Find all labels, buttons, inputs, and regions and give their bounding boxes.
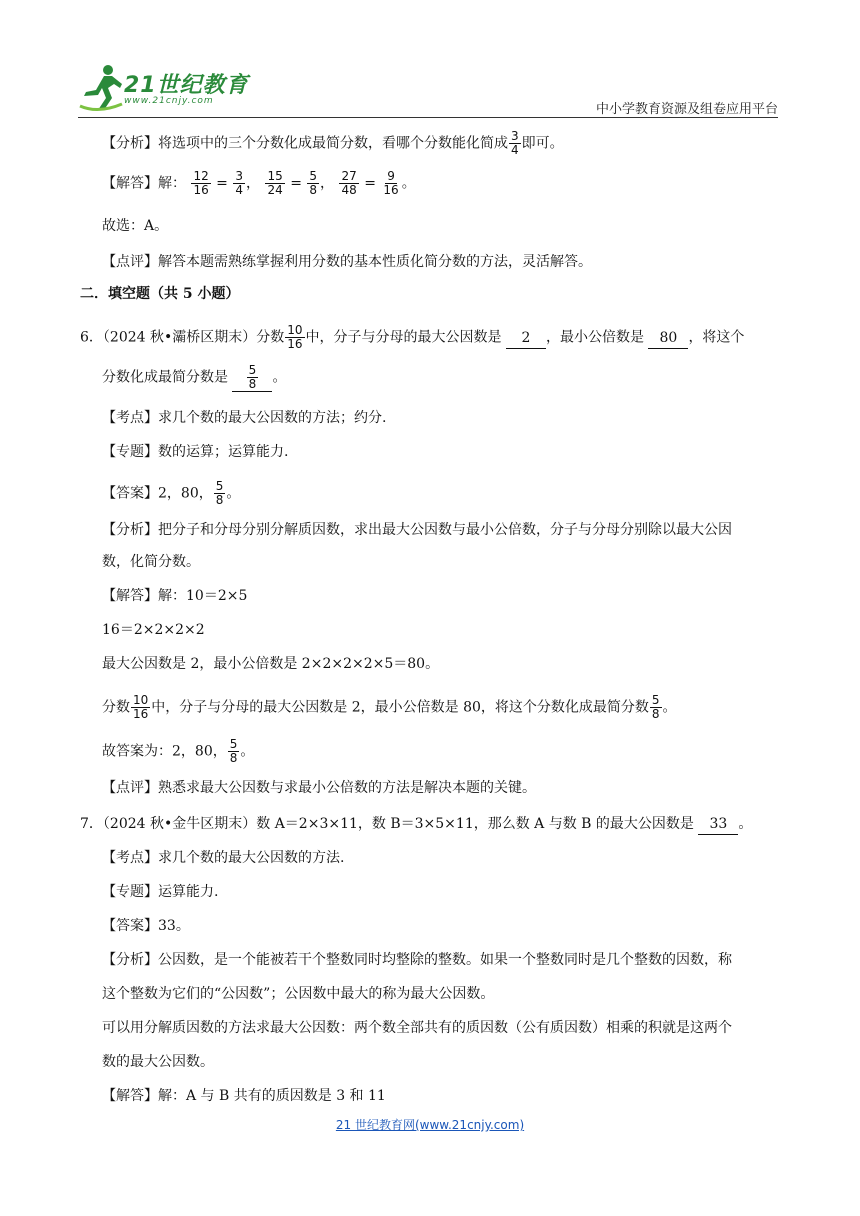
q5-choice: 故选：A。 bbox=[102, 218, 169, 234]
q6-solution-3: 最大公因数是 2，最小公倍数是 2×2×2×2×5＝80。 bbox=[102, 656, 440, 672]
section-heading: 二．填空题（共 5 小题） bbox=[80, 286, 240, 302]
q7-analysis-2: 这个整数为它们的“公因数”；公因数中最大的称为最大公因数。 bbox=[102, 986, 495, 1002]
footer-link[interactable]: 21 世纪教育网(www.21cnjy.com) bbox=[335, 1118, 525, 1132]
q6-answer: 【答案】2，80， $\frac{5}{8}$ 。 bbox=[102, 479, 241, 507]
header-divider bbox=[78, 117, 778, 118]
q6-solution-4: 分数 $\frac{10}{16}$ 中，分子与分母的最大公因数是 2，最小公倍数是 80，将这个分数化成最简分数 $\frac{5}{8}$ 。 bbox=[102, 693, 677, 721]
q6-solution-1: 【解答】解：10＝2×5 bbox=[102, 588, 248, 604]
q6-stem: 6．（2024 秋•灞桥区期末）分数 $\frac{10}{16}$ 中，分子与分母的最大公因数是 2 ，最小公倍数是 80 ，将这个 bbox=[80, 323, 745, 351]
q7-analysis-1: 【分析】公因数，是一个能被若干个整数同时均整除的整数。如果一个整数同时是几个整数的因数，称 bbox=[102, 952, 732, 968]
q7-analysis-3: 可以用分解质因数的方法求最大公因数：两个数全部共有的质因数（公有质因数）相乘的积就是这两个 bbox=[102, 1020, 732, 1036]
q6-blank-2: 80 bbox=[648, 328, 688, 349]
q7-blank: 33 bbox=[698, 814, 738, 835]
logo-url: www.21cnjy.com bbox=[124, 96, 214, 106]
q6-blank-1: 2 bbox=[506, 328, 546, 349]
q5-review: 【点评】解答本题需熟练掌握利用分数的基本性质化简分数的方法，灵活解答。 bbox=[102, 254, 592, 270]
q6-review: 【点评】熟悉求最大公因数与求最小公倍数的方法是解决本题的关键。 bbox=[102, 780, 536, 796]
q6-kaodian: 【考点】求几个数的最大公因数的方法；约分. bbox=[102, 410, 387, 426]
q7-solution: 【解答】解：A 与 B 共有的质因数是 3 和 11 bbox=[102, 1088, 386, 1104]
page-header bbox=[0, 0, 860, 124]
logo-text: 21世纪教育 bbox=[124, 73, 249, 98]
q7-zhuanti: 【专题】运算能力. bbox=[102, 884, 219, 900]
q7-analysis-4: 数的最大公因数。 bbox=[102, 1054, 214, 1070]
q7-stem: 7．（2024 秋•金牛区期末）数 A＝2×3×11，数 B＝3×5×11，那么数 A 与数 B 的最大公因数是 33 。 bbox=[80, 814, 752, 835]
fraction: $\frac{3}{4}$ bbox=[511, 129, 519, 157]
q6-analysis-2: 数，化简分数。 bbox=[102, 554, 200, 570]
q6-stem-line2: 分数化成最简分数是 $\frac{5}{8}$ 。 bbox=[102, 363, 287, 391]
q5-solution: 【解答】解： $\frac{12}{16}$ = $\frac{3}{4}$ ， $\frac{15}{24}$ = $\frac{5}{8}$ ， $\frac{27}{48}$ = $\frac{9}{16}$ 。 bbox=[102, 169, 416, 197]
q6-solution-2: 16＝2×2×2×2 bbox=[102, 622, 205, 638]
q6-blank-3: $\frac{5}{8}$ bbox=[232, 364, 272, 392]
q6-zhuanti: 【专题】数的运算；运算能力. bbox=[102, 444, 289, 460]
platform-title: 中小学教育资源及组卷应用平台 bbox=[595, 102, 778, 117]
q5-analysis: 【分析】将选项中的三个分数化成最简分数，看哪个分数能化简成 $\frac{3}{4}$ 即可。 bbox=[102, 129, 564, 157]
q7-answer: 【答案】33。 bbox=[102, 918, 190, 934]
q6-final: 故答案为：2，80， $\frac{5}{8}$ 。 bbox=[102, 737, 255, 765]
logo bbox=[78, 62, 268, 118]
runner-logo-icon bbox=[78, 62, 124, 114]
q7-kaodian: 【考点】求几个数的最大公因数的方法. bbox=[102, 850, 345, 866]
q6-analysis-1: 【分析】把分子和分母分别分解质因数，求出最大公因数与最小公倍数，分子与分母分别除以最大公因 bbox=[102, 522, 732, 538]
